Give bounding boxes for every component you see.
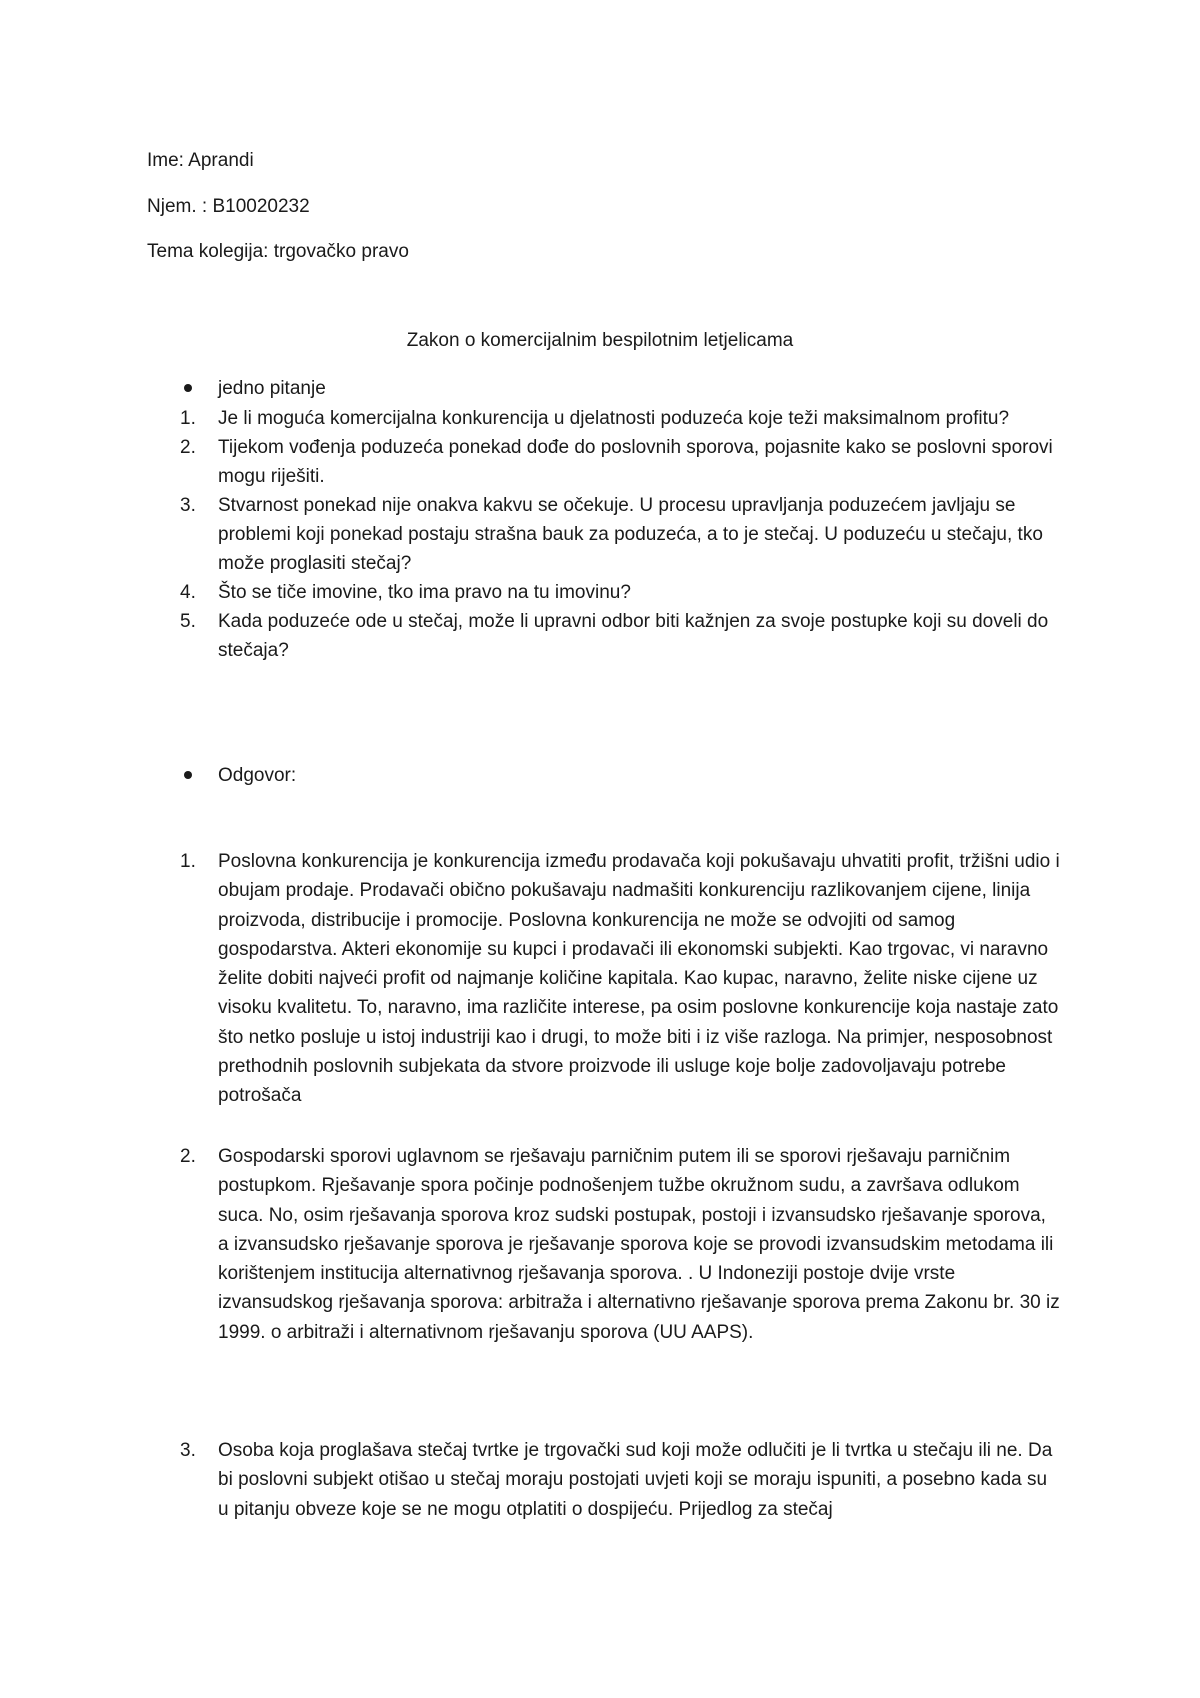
question-text: Stvarnost ponekad nije onakva kakvu se očekuje. U procesu upravljanja poduzećem javljaju se problemi koji ponekad postaju strašna bauk za poduzeća, a to je stečaj. U poduzeću u stečaju, tko može proglasiti stečaj? — [218, 495, 1043, 574]
answers-bullet-label: Odgovor: — [218, 765, 297, 786]
document-title: Zakon o komercijalnim bespilotnim letjelicama — [406, 330, 794, 351]
course-topic-line: Tema kolegija: trgovačko pravo — [147, 241, 409, 262]
question-item — [180, 578, 1060, 607]
answer-item — [180, 1142, 1060, 1347]
answer-text: Poslovna konkurencija je konkurencija između prodavača koji pokušavaju uhvatiti profit, tržišni udio i obujam prodaje. Prodavači obično pokušavaju nadmašiti konkurenciju razlikovanjem cijene, linija proizvoda, distribucije i promocije. Poslovna konkurencija ne može se odvojiti od samog gospodarstva. Akteri ekonomije su kupci i prodavači ili ekonomski subjekti. Kao trgovac, vi naravno želite dobiti najveći profit od najmanje količine kapitala. Kao kupac, naravno, želite niske cijene uz visoku kvalitetu. To, naravno, ima različite interese, pa osim poslovne konkurencije koja nastaje zato što netko posluje u istoj industriji kao i drugi, to može biti i iz više razloga. Na primjer, nesposobnost prethodnih poslovnih subjekata da stvore proizvode ili usluge koje bolje zadovoljavaju potrebe potrošača — [218, 851, 1060, 1107]
answer-number: 3. — [180, 1440, 196, 1461]
question-text: Što se tiče imovine, tko ima pravo na tu imovinu? — [218, 582, 631, 603]
questions-bullet — [184, 375, 326, 402]
question-number: 3. — [180, 495, 196, 516]
student-name-line: Ime: Aprandi — [147, 150, 254, 171]
bullet-icon — [184, 384, 192, 392]
answer-item — [180, 847, 1060, 1111]
question-number: 1. — [180, 408, 196, 429]
answers-bullet — [184, 762, 296, 789]
student-id-line: Njem. : B10020232 — [147, 196, 310, 217]
question-item — [180, 607, 1060, 665]
question-item — [180, 491, 1060, 578]
question-number: 2. — [180, 437, 196, 458]
answer-block — [180, 847, 1060, 1111]
question-number: 5. — [180, 611, 196, 632]
question-text: Je li moguća komercijalna konkurencija u djelatnosti poduzeća koje teži maksimalnom profitu? — [218, 408, 1010, 429]
question-text: Kada poduzeće ode u stečaj, može li upravni odbor biti kažnjen za svoje postupke koji su doveli do stečaja? — [218, 611, 1049, 661]
answer-text: Gospodarski sporovi uglavnom se rješavaju parničnim putem ili se sporovi rješavaju parničnim postupkom. Rješavanje spora počinje podnošenjem tužbe okružnom sudu, a završava odlukom suca. No, osim rješavanja sporova kroz sudski postupak, postoji i izvansudsko rješavanje sporova, a izvansudsko rješavanje sporova je rješavanje sporova koje se provodi izvansudskim metodama ili korištenjem institucija alternativnog rješavanja sporova. . U Indoneziji postoje dvije vrste izvansudskog rješavanja sporova: arbitraža i alternativno rješavanje sporova prema Zakonu br. 30 iz 1999. o arbitraži i alternativnom rješavanju sporova (UU AAPS). — [218, 1146, 1060, 1343]
question-number: 4. — [180, 582, 196, 603]
question-item — [180, 433, 1060, 491]
answer-number: 1. — [180, 851, 196, 872]
bullet-icon — [184, 771, 192, 779]
answer-number: 2. — [180, 1146, 196, 1167]
answer-item — [180, 1436, 1060, 1524]
questions-list — [180, 404, 1060, 665]
answer-text: Osoba koja proglašava stečaj tvrtke je trgovački sud koji može odlučiti je li tvrtka u stečaju ili ne. Da bi poslovni subjekt otišao u stečaj moraju postojati uvjeti koji se moraju ispuniti, a posebno kada su u pitanju obveze koje se ne mogu otplatiti o dospijeću. Prijedlog za stečaj — [218, 1440, 1053, 1520]
answer-block — [180, 1436, 1060, 1524]
answer-block — [180, 1142, 1060, 1347]
questions-bullet-label: jedno pitanje — [218, 378, 326, 399]
question-text: Tijekom vođenja poduzeća ponekad dođe do poslovnih sporova, pojasnite kako se poslovni sporovi mogu riješiti. — [218, 437, 1053, 487]
question-item — [180, 404, 1060, 433]
